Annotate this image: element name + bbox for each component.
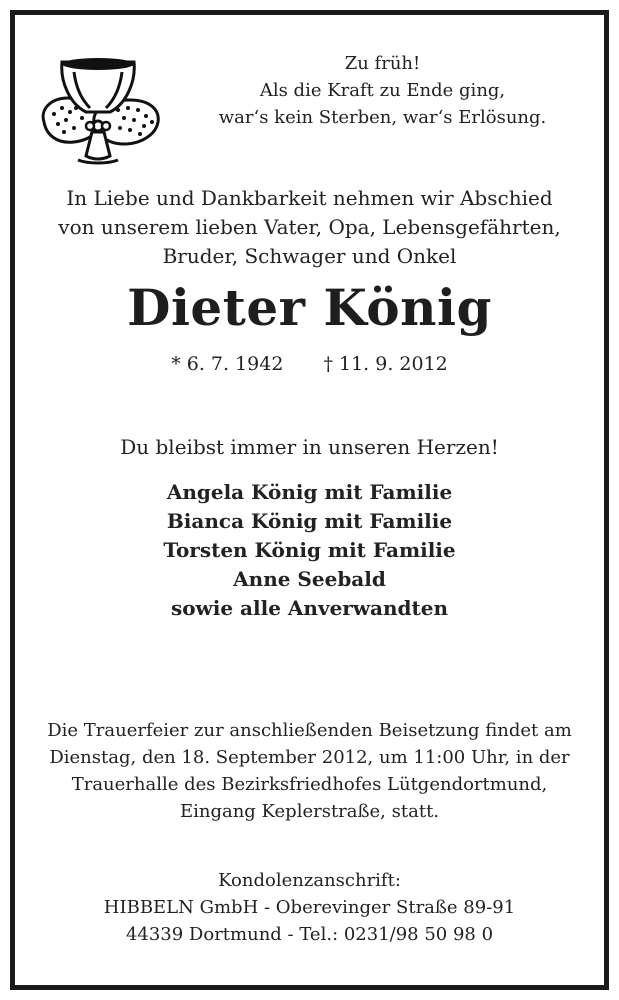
life-dates bbox=[15, 350, 604, 378]
ceremony-line: Eingang Keplerstraße, statt. bbox=[179, 801, 440, 822]
mourner: Bianca König mit Familie bbox=[166, 509, 453, 533]
condolence-line: 44339 Dortmund - Tel.: 0231/98 50 98 0 bbox=[125, 924, 494, 945]
motto-line: Zu früh! bbox=[344, 53, 421, 74]
ceremony-line: Die Trauerfeier zur anschließenden Beisetzung findet am bbox=[47, 720, 572, 741]
intro-line: Bruder, Schwager und Onkel bbox=[162, 244, 457, 268]
motto-line: Als die Kraft zu Ende ging, bbox=[259, 80, 506, 101]
birth-date: * 6. 7. 1942 bbox=[171, 353, 284, 375]
condolence-line: HIBBELN GmbH - Oberevinger Straße 89-91 bbox=[103, 897, 516, 918]
motto-line: war‘s kein Sterben, war‘s Erlösung. bbox=[218, 107, 547, 128]
farewell-line: Du bleibst immer in unseren Herzen! bbox=[120, 435, 499, 459]
condolence-line: Kondolenzanschrift: bbox=[218, 870, 401, 891]
ceremony-line: Trauerhalle des Bezirksfriedhofes Lütgendortmund, bbox=[71, 774, 548, 795]
intro-line: von unserem lieben Vater, Opa, Lebensgefährten, bbox=[58, 215, 561, 239]
intro-text bbox=[15, 184, 604, 271]
mourner: Angela König mit Familie bbox=[166, 480, 453, 504]
condolence-address bbox=[15, 867, 604, 948]
death-date: † 11. 9. 2012 bbox=[323, 353, 448, 375]
mourner: Torsten König mit Familie bbox=[163, 538, 456, 562]
motto-verse bbox=[200, 50, 565, 131]
deceased-name: Dieter König bbox=[127, 278, 492, 337]
intro-line: In Liebe und Dankbarkeit nehmen wir Abschied bbox=[66, 186, 553, 210]
ceremony-notice bbox=[15, 717, 604, 825]
mourner: Anne Seebald bbox=[233, 567, 386, 591]
mourner: sowie alle Anverwandten bbox=[170, 596, 449, 620]
chalice-bread-icon bbox=[34, 52, 162, 168]
ceremony-line: Dienstag, den 18. September 2012, um 11:00 Uhr, in der bbox=[49, 747, 570, 768]
mourners-list bbox=[15, 478, 604, 623]
